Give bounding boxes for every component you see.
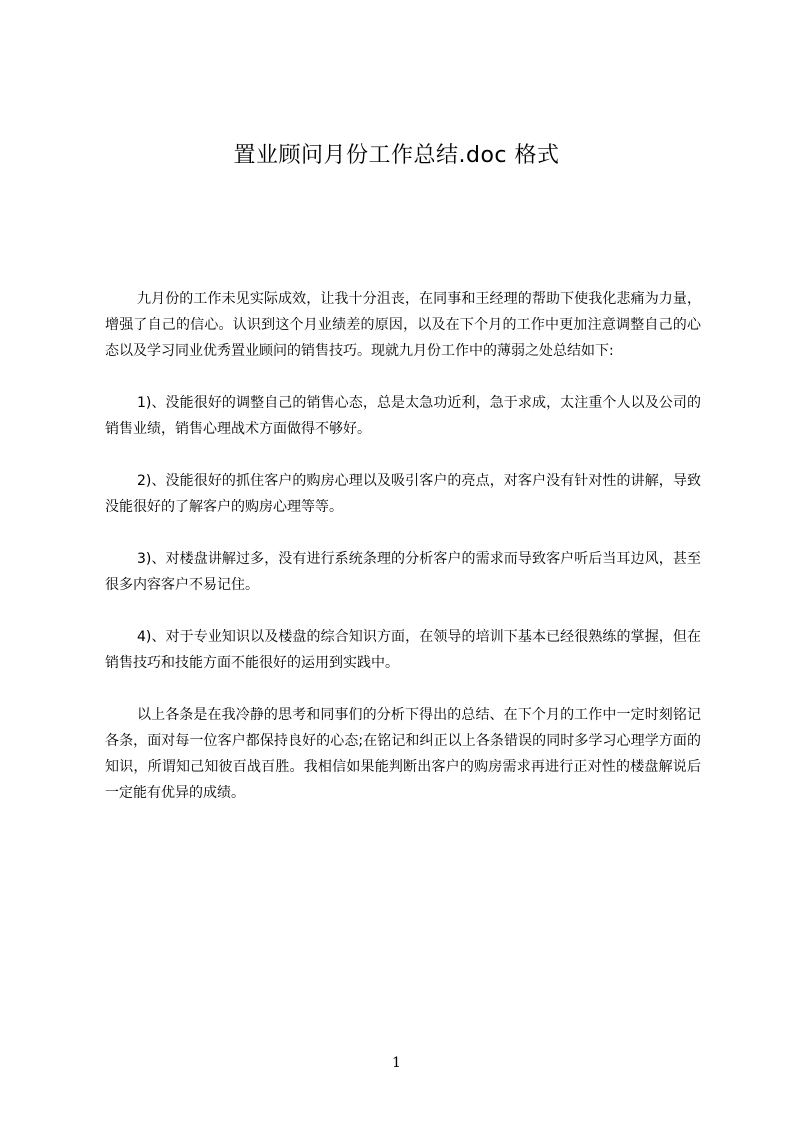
document-body [105,286,701,832]
document-title: 置业顾问月份工作总结.doc 格式 [233,143,560,168]
paragraph-item-2: 2)、没能很好的抓住客户的购房心理以及吸引客户的亮点，对客户没有针对性的讲解，导致没能很好的了解客户的购房心理等等。 [105,473,701,515]
page-number: 1 [392,1055,401,1071]
paragraph-conclusion: 以上各条是在我冷静的思考和同事们的分析下得出的总结、在下个月的工作中一定时刻铭记各条，面对每一位客户都保持良好的心态;在铭记和纠正以上各条错误的同时多学习心理学方面的知识，所谓知己知彼百战百胜。我相信如果能判断出客户的购房需求再进行正对性的楼盘解说后一定能有优异的成绩。 [105,707,701,801]
paragraph-item-1: 1)、没能很好的调整自己的销售心态，总是太急功近利，急于求成，太注重个人以及公司的销售业绩，销售心理战术方面做得不够好。 [105,395,701,437]
paragraph-item-4: 4)、对于专业知识以及楼盘的综合知识方面，在领导的培训下基本已经很熟练的掌握，但在销售技巧和技能方面不能很好的运用到实践中。 [105,629,701,671]
paragraph-item-3: 3)、对楼盘讲解过多，没有进行系统条理的分析客户的需求而导致客户听后当耳边风，甚至很多内容客户不易记住。 [105,551,701,593]
paragraph-intro: 九月份的工作未见实际成效，让我十分沮丧，在同事和王经理的帮助下使我化悲痛为力量，增强了自己的信心。认识到这个月业绩差的原因，以及在下个月的工作中更加注意调整自己的心态以及学习同业优秀置业顾问的销售技巧。现就九月份工作中的薄弱之处总结如下: [105,291,701,359]
